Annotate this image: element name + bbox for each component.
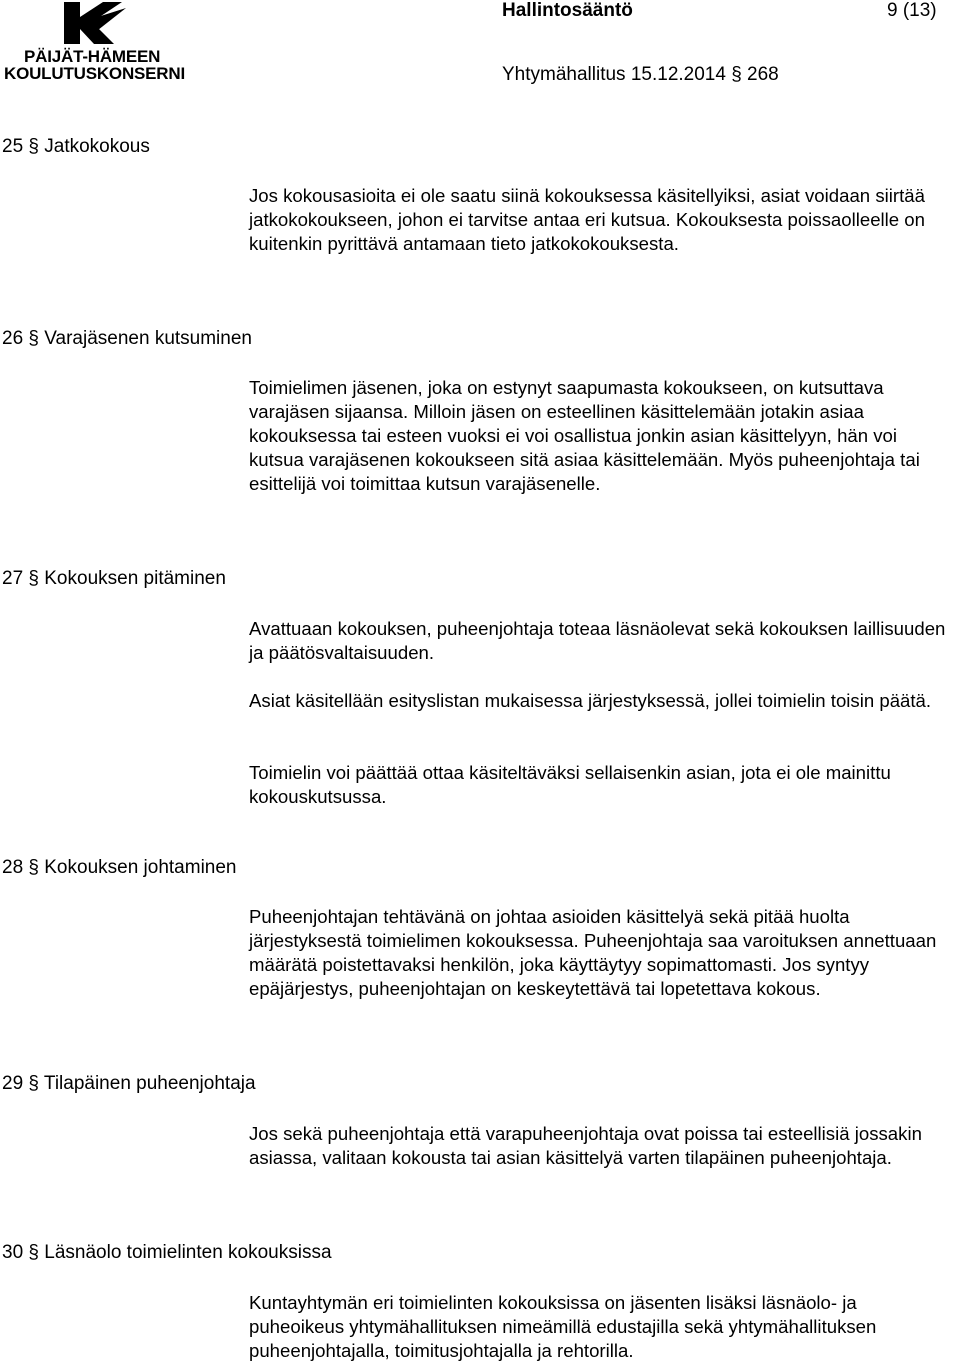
k-logo-icon [58, 0, 130, 46]
section-heading-27: 27 § Kokouksen pitäminen [2, 568, 226, 589]
section-27-paragraph-2: Asiat käsitellään esityslistan mukaisessa järjestyksessä, jollei toimielin toisin päätä. [249, 690, 932, 711]
section-heading-29: 29 § Tilapäinen puheenjohtaja [2, 1073, 256, 1094]
logo-text-line-1: PÄIJÄT-HÄMEEN [24, 47, 161, 66]
section-25-paragraph-1: Jos kokousasioita ei ole saatu siinä kokouksessa käsitellyiksi, asiat voidaan siirtää jatkokokoukseen, johon ei tarvitse antaa eri kutsua. Kokouksesta poissaolleelle on kuitenkin pyrittävä antamaan tieto jatkokokouksesta. [249, 185, 925, 254]
page-number: 9 (13) [887, 0, 937, 21]
logo-text-line-2: KOULUTUSKONSERNI [4, 64, 185, 83]
section-26-paragraph-1: Toimielimen jäsenen, joka on estynyt saapumasta kokoukseen, on kutsuttava varajäsen sijaansa. Milloin jäsen on esteellinen käsittelemään jotakin asiaa kokouksessa tai esteen vuoksi ei voi osallistua jonkin asian käsittelyyn, hän voi kutsua varajäsenen kokoukseen sitä asiaa käsittelemään. Myös puheenjohtaja tai esittelijä voi toimittaa kutsun varajäsenelle. [249, 377, 920, 494]
document-title: Hallintosääntö [502, 0, 633, 21]
section-heading-26: 26 § Varajäsenen kutsuminen [2, 328, 252, 349]
section-29-paragraph-1: Jos sekä puheenjohtaja että varapuheenjohtaja ovat poissa tai esteellisiä jossakin asiassa, valitaan kokousta tai asian käsittelyä varten tilapäinen puheenjohtaja. [249, 1123, 922, 1168]
section-heading-30: 30 § Läsnäolo toimielinten kokouksissa [2, 1242, 332, 1263]
section-28-paragraph-1: Puheenjohtajan tehtävänä on johtaa asioiden käsittelyä sekä pitää huolta järjestyksestä toimielimen kokouksessa. Puheenjohtaja saa varoituksen annettuaan määrätä poistettavaksi henkilön, joka käyttäytyy sopimattomasti. Jos syntyy epäjärjestys, puheenjohtajan on keskeytettävä tai lopetettava kokous. [249, 906, 937, 999]
organization-logo [0, 0, 190, 86]
section-30-paragraph-1: Kuntayhtymän eri toimielinten kokouksissa on jäsenten lisäksi läsnäolo- ja puheoikeus yhtymähallituksen nimeämillä edustajilla sekä yhtymähallituksen puheenjohtajalla, toimitusjohtajalla ja rehtorilla. [249, 1292, 877, 1361]
section-27-paragraph-1: Avattuaan kokouksen, puheenjohtaja toteaa läsnäolevat sekä kokouksen laillisuuden ja päätösvaltaisuuden. [249, 618, 946, 663]
meeting-reference: Yhtymähallitus 15.12.2014 § 268 [502, 64, 779, 85]
section-heading-25: 25 § Jatkokokous [2, 136, 150, 157]
section-heading-28: 28 § Kokouksen johtaminen [2, 857, 237, 878]
section-27-paragraph-3: Toimielin voi päättää ottaa käsiteltäväksi sellaisenkin asian, jota ei ole mainittu kokouskutsussa. [249, 762, 891, 807]
